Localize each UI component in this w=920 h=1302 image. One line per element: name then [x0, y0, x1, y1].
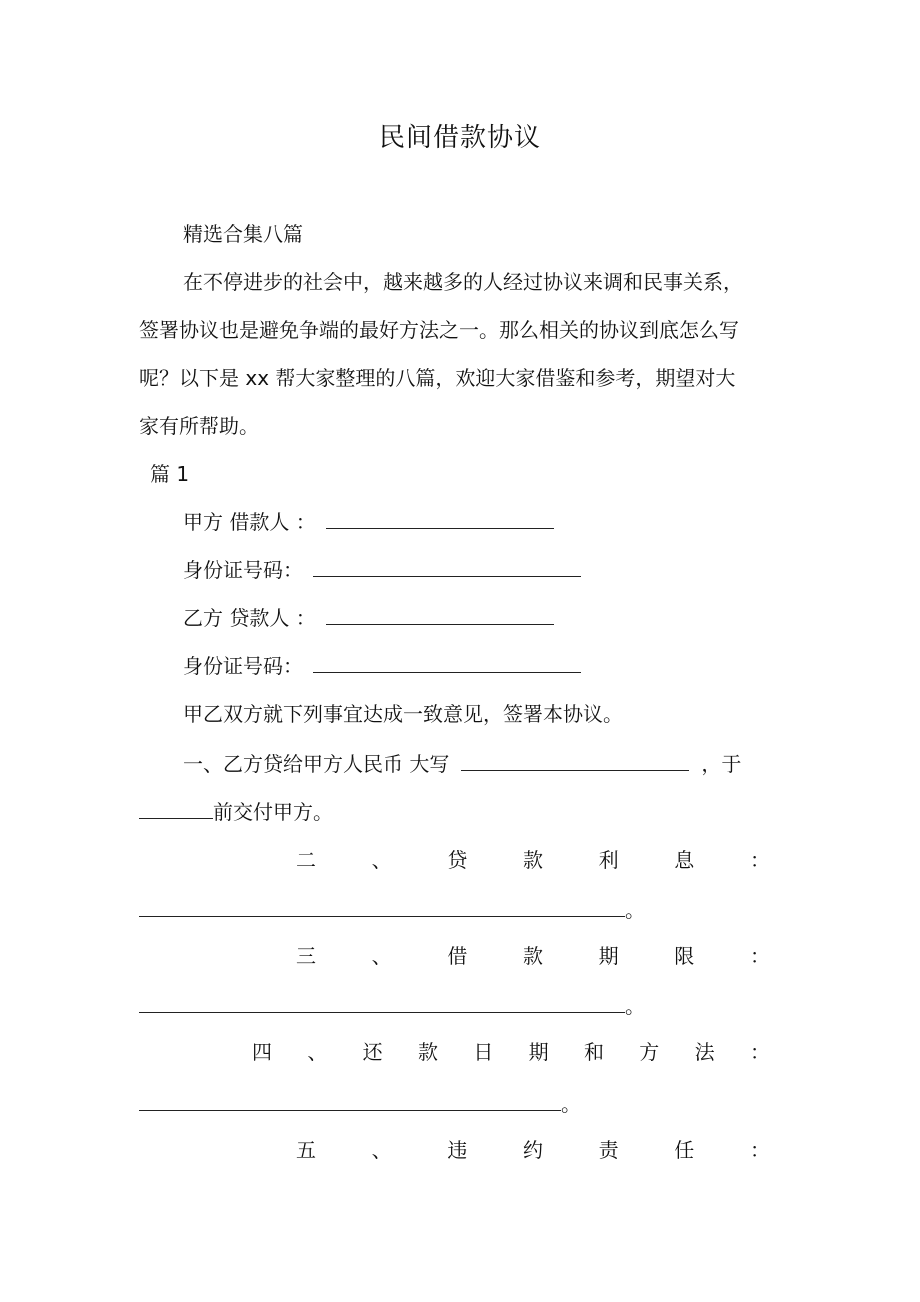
clause-2-char: ：	[749, 848, 770, 872]
lender-field	[183, 602, 781, 634]
borrower-label: 甲方 借款人 ：	[183, 510, 316, 534]
intro-line-2: 签署协议也是避免争端的最好方法之一。那么相关的协议到底怎么写	[139, 318, 739, 342]
clause-3-char: ：	[749, 944, 770, 968]
clause-3-answer	[139, 990, 781, 1022]
clause-5-char: 任	[674, 1138, 695, 1162]
interest-blank[interactable]	[139, 898, 625, 917]
intro-line-3: 呢？以下是 xx 帮大家整理的八篇，欢迎大家借鉴和参考，期望对大	[139, 366, 736, 390]
borrower-id-label: 身份证号码：	[183, 558, 303, 582]
term-blank[interactable]	[139, 994, 625, 1013]
lender-id-blank[interactable]	[313, 654, 581, 673]
clause-3-char: 三	[296, 944, 316, 968]
clause-4-char: ：	[749, 1040, 770, 1064]
clause-4-answer	[139, 1088, 781, 1120]
document-subtitle: 精选合集八篇	[183, 222, 303, 246]
clause-1-start: 一、乙方贷给甲方人民币 大写	[183, 752, 450, 776]
clause-2-char: 、	[371, 848, 392, 872]
clause-2-char: 款	[522, 848, 543, 872]
clause-2-answer	[139, 894, 781, 926]
clause-4-char: 四	[252, 1040, 272, 1064]
clause-4-char: 还	[362, 1040, 383, 1064]
clause-4-char: 、	[307, 1040, 328, 1064]
clause-5-char: 违	[447, 1138, 468, 1162]
document-title: 民间借款协议	[378, 123, 541, 153]
clause-5-char: 约	[522, 1138, 543, 1162]
clause-3-char: 期	[598, 944, 619, 968]
clause-1-end: 前交付甲方。	[213, 800, 333, 824]
borrower-field	[183, 506, 781, 538]
clause-5-char: 责	[598, 1138, 619, 1162]
clause-4-heading	[252, 1036, 770, 1068]
clause-3-period: 。	[625, 994, 645, 1018]
clause-4-char: 法	[694, 1040, 715, 1064]
clause-3-char: 、	[371, 944, 392, 968]
borrower-id-blank[interactable]	[313, 558, 581, 577]
intro-line-4: 家有所帮助。	[139, 414, 259, 438]
clause-2-char: 二	[296, 848, 316, 872]
clause-2-period: 。	[625, 898, 645, 922]
clause-5-char: 五	[296, 1138, 316, 1162]
borrower-blank[interactable]	[326, 510, 554, 529]
clause-2-heading	[296, 844, 770, 876]
agreement-sentence: 甲乙双方就下列事宜达成一致意见，签署本协议。	[183, 702, 623, 726]
section-heading: 篇 1	[150, 462, 190, 486]
clause-4-char: 期	[528, 1040, 549, 1064]
repayment-blank[interactable]	[139, 1092, 561, 1111]
amount-blank[interactable]	[461, 752, 689, 771]
clause-1-mid: ，于	[701, 752, 742, 776]
borrower-id-field	[183, 554, 781, 586]
clause-3-heading	[296, 940, 770, 972]
clause-4-char: 日	[473, 1040, 494, 1064]
lender-blank[interactable]	[326, 606, 554, 625]
lender-label: 乙方 贷款人 ：	[183, 606, 316, 630]
delivery-date-blank[interactable]	[139, 800, 213, 819]
clause-1-line-1	[183, 748, 781, 780]
clause-4-period: 。	[561, 1092, 581, 1116]
clause-3-char: 款	[522, 944, 543, 968]
clause-5-heading	[296, 1134, 770, 1166]
clause-2-char: 利	[598, 848, 619, 872]
clause-5-char: ：	[749, 1138, 770, 1162]
lender-id-label: 身份证号码：	[183, 654, 303, 678]
clause-2-char: 息	[674, 848, 695, 872]
clause-3-char: 借	[447, 944, 468, 968]
clause-4-char: 方	[639, 1040, 660, 1064]
clause-3-char: 限	[674, 944, 695, 968]
clause-2-char: 贷	[447, 848, 468, 872]
clause-4-char: 款	[417, 1040, 438, 1064]
clause-4-char: 和	[583, 1040, 604, 1064]
intro-line-1: 在不停进步的社会中，越来越多的人经过协议来调和民事关系，	[183, 270, 743, 294]
clause-1-line-2	[139, 796, 781, 828]
clause-5-char: 、	[371, 1138, 392, 1162]
lender-id-field	[183, 650, 781, 682]
